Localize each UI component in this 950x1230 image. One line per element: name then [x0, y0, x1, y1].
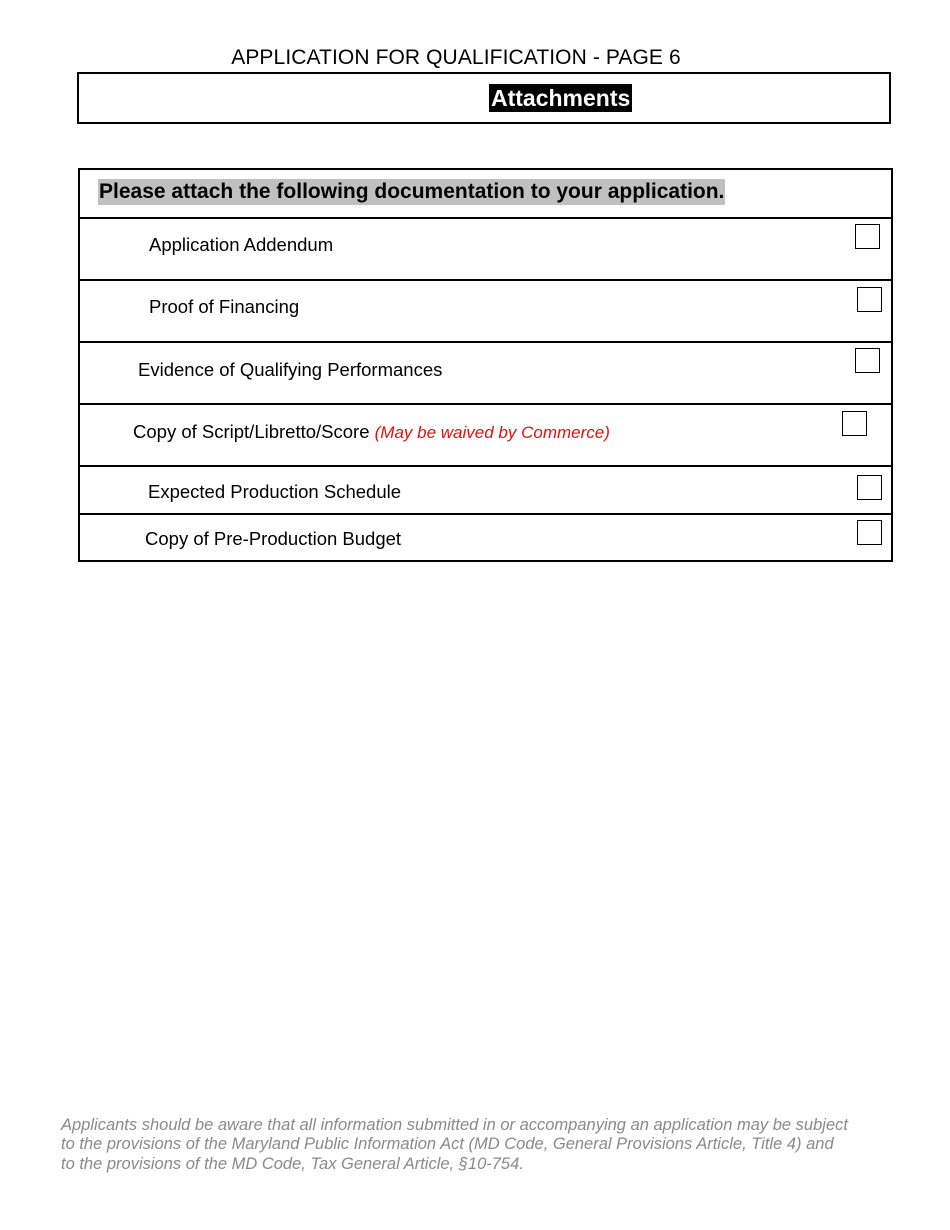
item-label-script-libretto-score — [133, 421, 610, 444]
legal-disclaimer — [61, 1116, 901, 1174]
table-row — [80, 513, 891, 560]
table-header-text: Please attach the following documentation to your application. — [99, 180, 725, 203]
item-note-waiver: (May be waived by Commerce) — [374, 423, 610, 442]
item-label-evidence-of-qualifying-performances: Evidence of Qualifying Performances — [138, 359, 443, 380]
section-header-box — [77, 72, 891, 124]
disclaimer-line: to the provisions of the MD Code, Tax General Article, §10-754. — [61, 1154, 524, 1173]
section-heading: Attachments — [491, 85, 631, 111]
checkbox-proof-of-financing[interactable] — [857, 287, 882, 312]
table-row — [80, 403, 891, 465]
attachments-table — [78, 168, 893, 562]
item-label-text: Copy of Script/Libretto/Score — [133, 421, 370, 442]
checkbox-pre-production-budget[interactable] — [857, 520, 882, 545]
checkbox-expected-production-schedule[interactable] — [857, 475, 882, 500]
item-label-proof-of-financing: Proof of Financing — [149, 296, 300, 317]
table-row — [80, 465, 891, 513]
checkbox-script-libretto-score[interactable] — [842, 411, 867, 436]
item-label-application-addendum: Application Addendum — [149, 234, 334, 255]
table-header-row — [80, 170, 891, 217]
table-row — [80, 217, 891, 279]
table-row — [80, 341, 891, 403]
item-label-expected-production-schedule: Expected Production Schedule — [148, 481, 402, 502]
checkbox-application-addendum[interactable] — [855, 224, 880, 249]
disclaimer-line: to the provisions of the Maryland Public Information Act (MD Code, General Provisions Article, Title 4) and — [61, 1135, 834, 1154]
checkbox-evidence-of-qualifying-performances[interactable] — [855, 348, 880, 373]
table-row — [80, 279, 891, 341]
item-label-pre-production-budget: Copy of Pre-Production Budget — [145, 528, 402, 549]
page-title: APPLICATION FOR QUALIFICATION - PAGE 6 — [231, 46, 681, 69]
disclaimer-line: Applicants should be aware that all information submitted in or accompanying an application may be subject — [61, 1116, 848, 1134]
